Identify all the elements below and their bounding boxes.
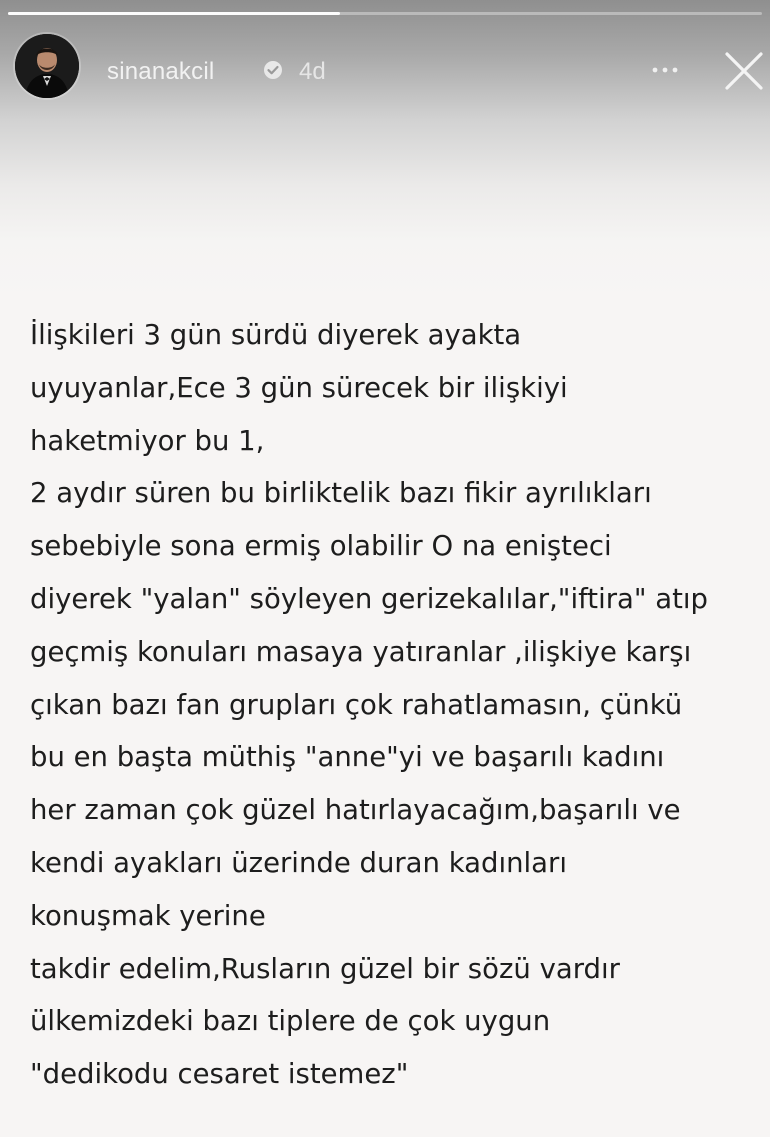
story-progress-fill — [8, 12, 340, 15]
story-text-line: çıkan bazı fan grupları çok rahatlamasın, çünkü — [30, 688, 683, 721]
story-text-line: haketmiyor bu 1, — [30, 424, 265, 457]
story-text-line: diyerek "yalan" söyleyen gerizekalılar,"iftira" atıp — [30, 582, 708, 615]
avatar-photo — [15, 34, 79, 98]
story-text-line: ülkemizdeki bazı tiplere de çok uygun — [30, 1005, 551, 1038]
post-time: 4d — [299, 58, 326, 85]
story-text-line: takdir edelim,Rusların güzel bir sözü vardır — [30, 952, 620, 985]
story-text-block — [30, 309, 770, 1101]
story-text-line: konuşmak yerine — [30, 899, 266, 932]
story-text-line: 2 aydır süren bu birliktelik bazı fikir ayrılıkları — [30, 477, 652, 510]
story-text-line: bu en başta müthiş "anne"yi ve başarılı kadını — [30, 741, 665, 774]
story-text-line: kendi ayakları üzerinde duran kadınları — [30, 846, 567, 879]
story-header — [15, 34, 765, 104]
story-text-line: her zaman çok güzel hatırlayacağım,başarılı ve — [30, 794, 681, 827]
story-text-line: İlişkileri 3 gün sürdü diyerek ayakta — [30, 319, 522, 351]
story-progress-bar — [8, 12, 762, 15]
story-text-line: "dedikodu cesaret istemez" — [30, 1058, 409, 1091]
story-text-line: geçmiş konuları masaya yatıranlar ,ilişkiye karşı — [30, 635, 692, 668]
username[interactable]: sinanakcil — [107, 58, 215, 85]
avatar[interactable] — [15, 34, 79, 98]
story-text-line: sebebiyle sona ermiş olabilir O na enişteci — [30, 530, 612, 563]
story-text-line: uyuyanlar,Ece 3 gün sürecek bir ilişkiyi — [30, 371, 568, 404]
close-icon[interactable] — [721, 48, 767, 94]
more-horizontal-icon[interactable] — [645, 50, 685, 90]
verified-badge-icon — [263, 60, 283, 80]
